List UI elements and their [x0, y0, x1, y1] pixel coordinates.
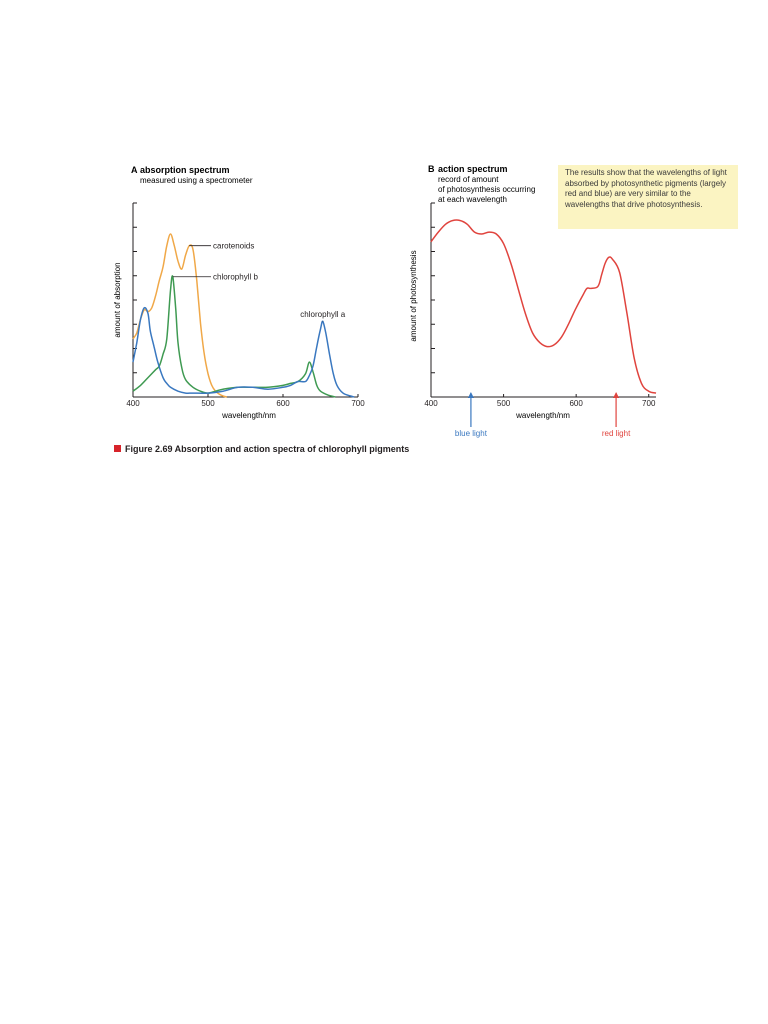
panel-b-ylabel: amount of photosynthesis [409, 250, 418, 342]
panel-a-letter: A [131, 165, 138, 175]
panel-b-xlabel: wavelength/nm [516, 411, 570, 420]
panel-b-x-tick-label: 500 [496, 399, 511, 408]
panel-b-marker-label: red light [601, 429, 631, 438]
panel-a-subtitle: measured using a spectrometer [140, 176, 253, 185]
panel-b-subtitle: record of amount of photosynthesis occurring at each wavelength [438, 175, 536, 204]
panel-a-x-tick-label: 500 [201, 399, 215, 408]
panel-b-plot [424, 203, 656, 438]
caption-marker [114, 445, 121, 452]
panel-a-x-tick-label: 400 [126, 399, 140, 408]
panel-b-marker-label: blue light [454, 429, 487, 438]
panel-a-x-tick-label: 700 [351, 399, 365, 408]
panel-b-marker-arrowhead [613, 392, 619, 398]
panel-a-annotation-label: chlorophyll b [213, 272, 258, 282]
panel-b-series-line [431, 220, 656, 393]
panel-a-ylabel: amount of absorption [113, 262, 122, 338]
panel-b-title: action spectrum [438, 164, 508, 174]
result-note: The results show that the wavelengths of light absorbed by photosynthetic pigments (largely red and blue) are very similar to the wavelengths that drive photosynthesis. [558, 165, 738, 229]
panel-b-x-tick-label: 600 [569, 399, 583, 408]
panel-a-annotation-label: chlorophyll a [300, 310, 346, 319]
panel-a-series-line-carotenoids [133, 234, 227, 397]
panel-a-xlabel: wavelength/nm [222, 411, 276, 420]
panel-a-x-tick-label: 600 [276, 399, 290, 408]
figure-caption: Figure 2.69 Absorption and action spectra of chlorophyll pigments [125, 444, 410, 454]
panel-a-plot [126, 203, 365, 408]
panel-a-series-line-chlorophyll-a [133, 308, 354, 397]
panel-b-x-tick-label: 400 [424, 399, 438, 408]
panel-a-annotation-label: carotenoids [213, 241, 255, 251]
panel-b-letter: B [428, 164, 435, 174]
panel-b-marker-arrowhead [468, 392, 474, 398]
panel-b-x-tick-label: 700 [642, 399, 656, 408]
panel-a-title: absorption spectrum [140, 165, 230, 175]
